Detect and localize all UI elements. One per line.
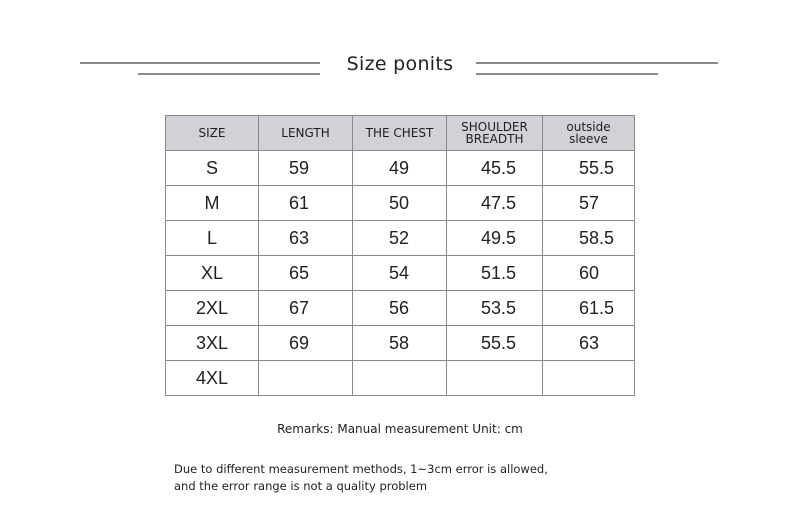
size-chart-table — [165, 115, 635, 396]
length-cell: 69 — [259, 326, 353, 361]
size-cell: 3XL — [166, 326, 259, 361]
size-cell: L — [166, 221, 259, 256]
error-note — [174, 461, 734, 495]
table-body — [166, 151, 635, 396]
sleeve-cell — [543, 361, 635, 396]
header-chest: THE CHEST — [353, 116, 447, 151]
size-cell: 2XL — [166, 291, 259, 326]
title-rule-right-top — [476, 62, 718, 64]
shoulder-cell: 55.5 — [447, 326, 543, 361]
table-row — [166, 291, 635, 326]
shoulder-cell — [447, 361, 543, 396]
sleeve-cell: 61.5 — [543, 291, 635, 326]
chest-cell: 52 — [353, 221, 447, 256]
length-cell: 61 — [259, 186, 353, 221]
size-cell: S — [166, 151, 259, 186]
length-cell — [259, 361, 353, 396]
header-shoulder-breadth: SHOULDER BREADTH — [447, 116, 543, 151]
sleeve-cell: 57 — [543, 186, 635, 221]
table-row — [166, 151, 635, 186]
table-row — [166, 221, 635, 256]
shoulder-cell: 53.5 — [447, 291, 543, 326]
chest-cell — [353, 361, 447, 396]
chest-cell: 54 — [353, 256, 447, 291]
table-row — [166, 326, 635, 361]
shoulder-cell: 51.5 — [447, 256, 543, 291]
title-rule-right-bottom — [476, 73, 658, 75]
chest-cell: 58 — [353, 326, 447, 361]
shoulder-cell: 47.5 — [447, 186, 543, 221]
size-cell: 4XL — [166, 361, 259, 396]
chest-cell: 50 — [353, 186, 447, 221]
table-row — [166, 186, 635, 221]
error-note-line-1: Due to different measurement methods, 1~3cm error is allowed, — [174, 462, 548, 476]
shoulder-cell: 49.5 — [447, 221, 543, 256]
table-row — [166, 361, 635, 396]
sleeve-cell: 63 — [543, 326, 635, 361]
page-title: Size ponits — [346, 53, 454, 75]
chest-cell: 56 — [353, 291, 447, 326]
length-cell: 59 — [259, 151, 353, 186]
sleeve-cell: 55.5 — [543, 151, 635, 186]
length-cell: 65 — [259, 256, 353, 291]
sleeve-cell: 60 — [543, 256, 635, 291]
header-length: LENGTH — [259, 116, 353, 151]
table-row — [166, 256, 635, 291]
header-outside-sleeve: outside sleeve — [543, 116, 635, 151]
title-rule-left-bottom — [138, 73, 320, 75]
length-cell: 63 — [259, 221, 353, 256]
title-rule-left-top — [80, 62, 320, 64]
sleeve-cell: 58.5 — [543, 221, 635, 256]
header-size: SIZE — [166, 116, 259, 151]
remarks-text: Remarks: Manual measurement Unit: cm — [277, 422, 523, 436]
length-cell: 67 — [259, 291, 353, 326]
size-cell: XL — [166, 256, 259, 291]
error-note-line-2: and the error range is not a quality problem — [174, 479, 428, 493]
size-cell: M — [166, 186, 259, 221]
chest-cell: 49 — [353, 151, 447, 186]
table-header-row — [166, 116, 635, 151]
shoulder-cell: 45.5 — [447, 151, 543, 186]
